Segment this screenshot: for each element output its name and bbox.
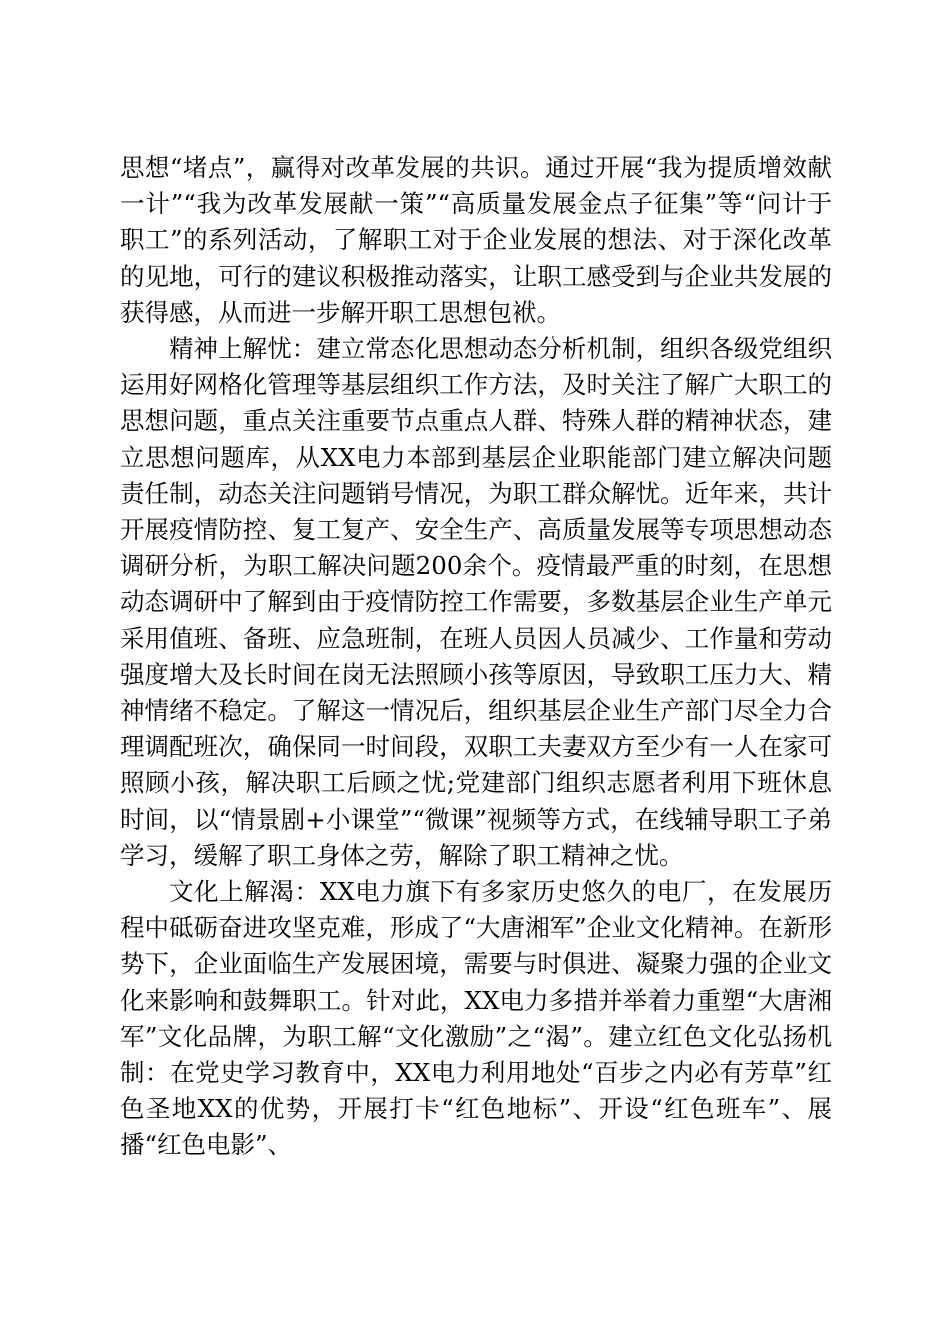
paragraph-cultural-relief: 文化上解渴：XX电力旗下有多家历史悠久的电厂，在发展历程中砥砺奋进攻坚克难，形成了“大唐湘军”企业文化精神。在新形势下，企业面临生产发展困境，需要与时俱进、凝聚力强的企业文化来影响和鼓舞职工。针对此，XX电力多措并举着力重塑“大唐湘军”文化品牌，为职工解“文化激励”之“渴”。建立红色文化弘扬机制：在党史学习教育中，XX电力利用地处“百步之内必有芳草”红色圣地XX的优势，开展打卡“红色地标”、开设“红色班车”、展播“红色电影”、: [120, 877, 832, 1160]
document-page: [120, 150, 832, 1164]
paragraph-continuation: 思想“堵点”，赢得对改革发展的共识。通过开展“我为提质增效献一计”“我为改革发展献一策”“高质量发展金点子征集”等“问计于职工”的系列活动，了解职工对于企业发展的想法、对于深化改革的见地，可行的建议积极推动落实，让职工感受到与企业共发展的获得感，从而进一步解开职工思想包袱。: [120, 153, 832, 327]
paragraph-spiritual-relief: 精神上解忧：建立常态化思想动态分析机制，组织各级党组织运用好网格化管理等基层组织工作方法，及时关注了解广大职工的思想问题，重点关注重要节点重点人群、特殊人群的精神状态，建立思想问题库，从XX电力本部到基层企业职能部门建立解决问题责任制，动态关注问题销号情况，为职工群众解忧。近年来，共计开展疫情防控、复工复产、安全生产、高质量发展等专项思想动态调研分析，为职工解决问题200余个。疫情最严重的时刻，在思想动态调研中了解到由于疫情防控工作需要，多数基层企业生产单元采用值班、备班、应急班制，在班人员因人员减少、工作量和劳动强度增大及长时间在岗无法照顾小孩等原因，导致职工压力大、精神情绪不稳定。了解这一情况后，组织基层企业生产部门尽全力合理调配班次，确保同一时间段，双职工夫妻双方至少有一人在家可照顾小孩，解决职工后顾之忧;党建部门组织志愿者利用下班休息时间，以“情景剧+小课堂”“微课”视频等方式，在线辅导职工子弟学习，缓解了职工身体之劳，解除了职工精神之忧。: [120, 334, 832, 870]
